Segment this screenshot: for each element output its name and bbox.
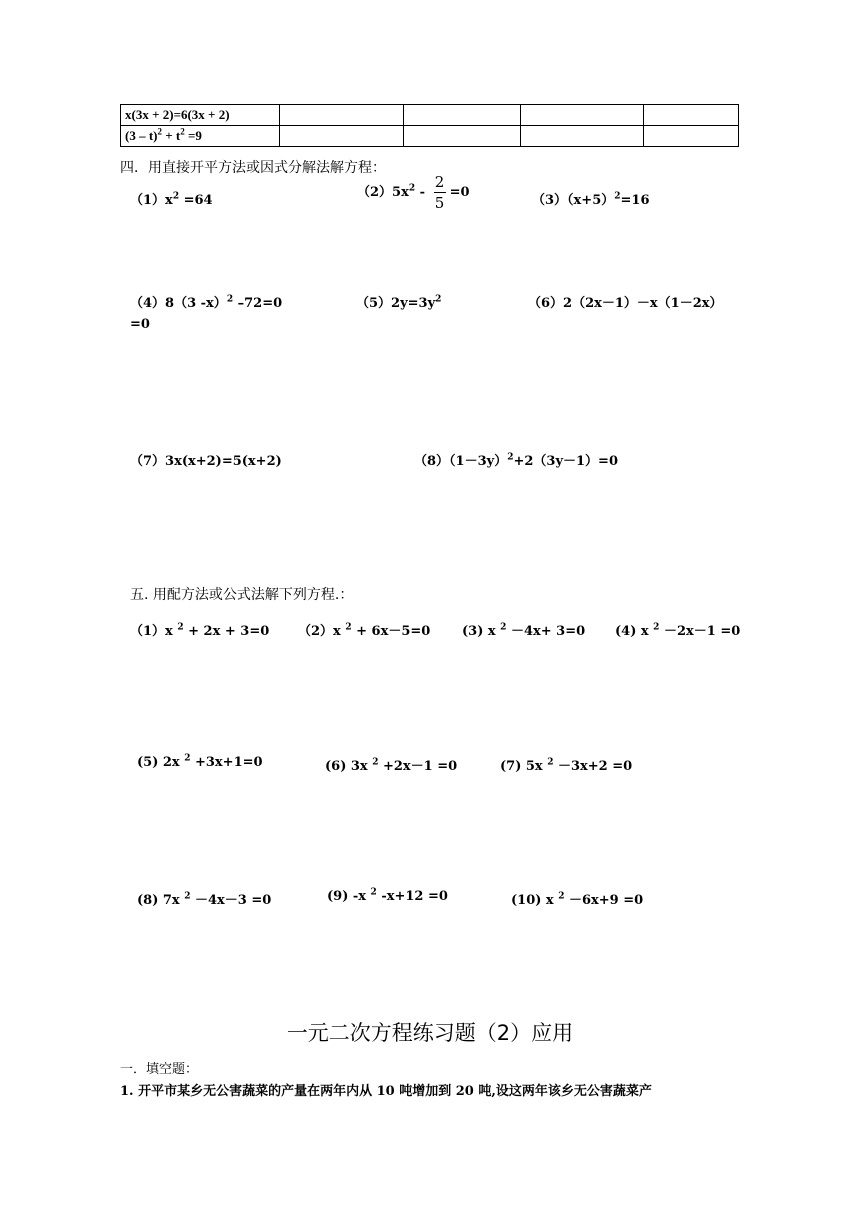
problem-5-6: (6) 3x $^2$ +2x－1 =0 xyxy=(325,757,458,774)
problem-4-4: （4）8（3 -x）$^2$ –72=0 xyxy=(130,294,283,311)
section1-heading: 一．填空题： xyxy=(120,1062,199,1077)
table-cell xyxy=(280,105,404,126)
table-cell-equation: x(3x + 2)=6(3x + 2) xyxy=(121,105,280,126)
table-cell xyxy=(521,105,644,126)
table-cell xyxy=(521,126,644,147)
problem-4-3: $(3)(x+5)^2=16$ xyxy=(532,191,650,208)
equation-table xyxy=(120,104,739,147)
part2-title: 一元二次方程练习题（2）应用 xyxy=(286,1021,574,1045)
problem-4-6: （6）2（2x－1）－x（1－2x） xyxy=(528,296,723,311)
problem-4-2: $(2)5x^2$ - $\frac{2}{5}$ =0 xyxy=(357,173,470,212)
problem-4-7: （7）3x(x+2)=5(x+2) xyxy=(130,454,282,469)
problem-5-7: (7) 5x $^2$ －3x+2 =0 xyxy=(500,757,633,774)
problem-5-4: (4) x $^2$ －2x－1 =0 xyxy=(615,622,741,639)
problem-4-8: $(8)(1-3y)^2+2(3y-1)=0$ xyxy=(414,452,618,469)
section4-heading: 四．用直接开平方法或因式分解法解方程： xyxy=(120,160,386,176)
problem-5-8: (8) 7x $^2$ －4x－3 =0 xyxy=(137,891,272,908)
problem-5-3: (3) x $^2$ －4x+ 3=0 xyxy=(462,622,586,639)
table-cell-equation: $(3 - t)^2 + t^2 =9$ xyxy=(121,126,280,147)
table-row xyxy=(121,126,739,147)
problem-5-2: （2）x $^2$ + 6x－5=0 xyxy=(298,622,431,639)
section5-heading: 五. 用配方法或公式法解下列方程.： xyxy=(130,587,354,603)
table-cell xyxy=(280,126,404,147)
table-cell xyxy=(644,105,739,126)
problem-5-1: （1）x $^2$ + 2x + 3=0 xyxy=(130,622,270,639)
table-row xyxy=(121,105,739,126)
table-cell xyxy=(404,105,521,126)
problem-5-10: (10) x $^2$ －6x+9 =0 xyxy=(511,891,644,908)
problem-4-5: $(5)2y=3y^2$ xyxy=(356,294,442,311)
problem-5-9: (9) -x $^2$ -x+12 =0 xyxy=(327,887,448,904)
problem-4-1: $(1)x^2 =64$ xyxy=(130,191,213,208)
problem-5-5: (5) 2x $^2$ +3x+1=0 xyxy=(137,753,263,770)
problem-4-6-continuation: =0 xyxy=(130,317,150,332)
table-cell xyxy=(644,126,739,147)
question-1: 1. 开平市某乡无公害蔬菜的产量在两年内从 10 吨增加到 20 吨,设这两年该乡无公害蔬菜产 xyxy=(120,1084,652,1099)
fraction: $\frac{2}{5}$ xyxy=(434,173,445,212)
table-cell xyxy=(404,126,521,147)
